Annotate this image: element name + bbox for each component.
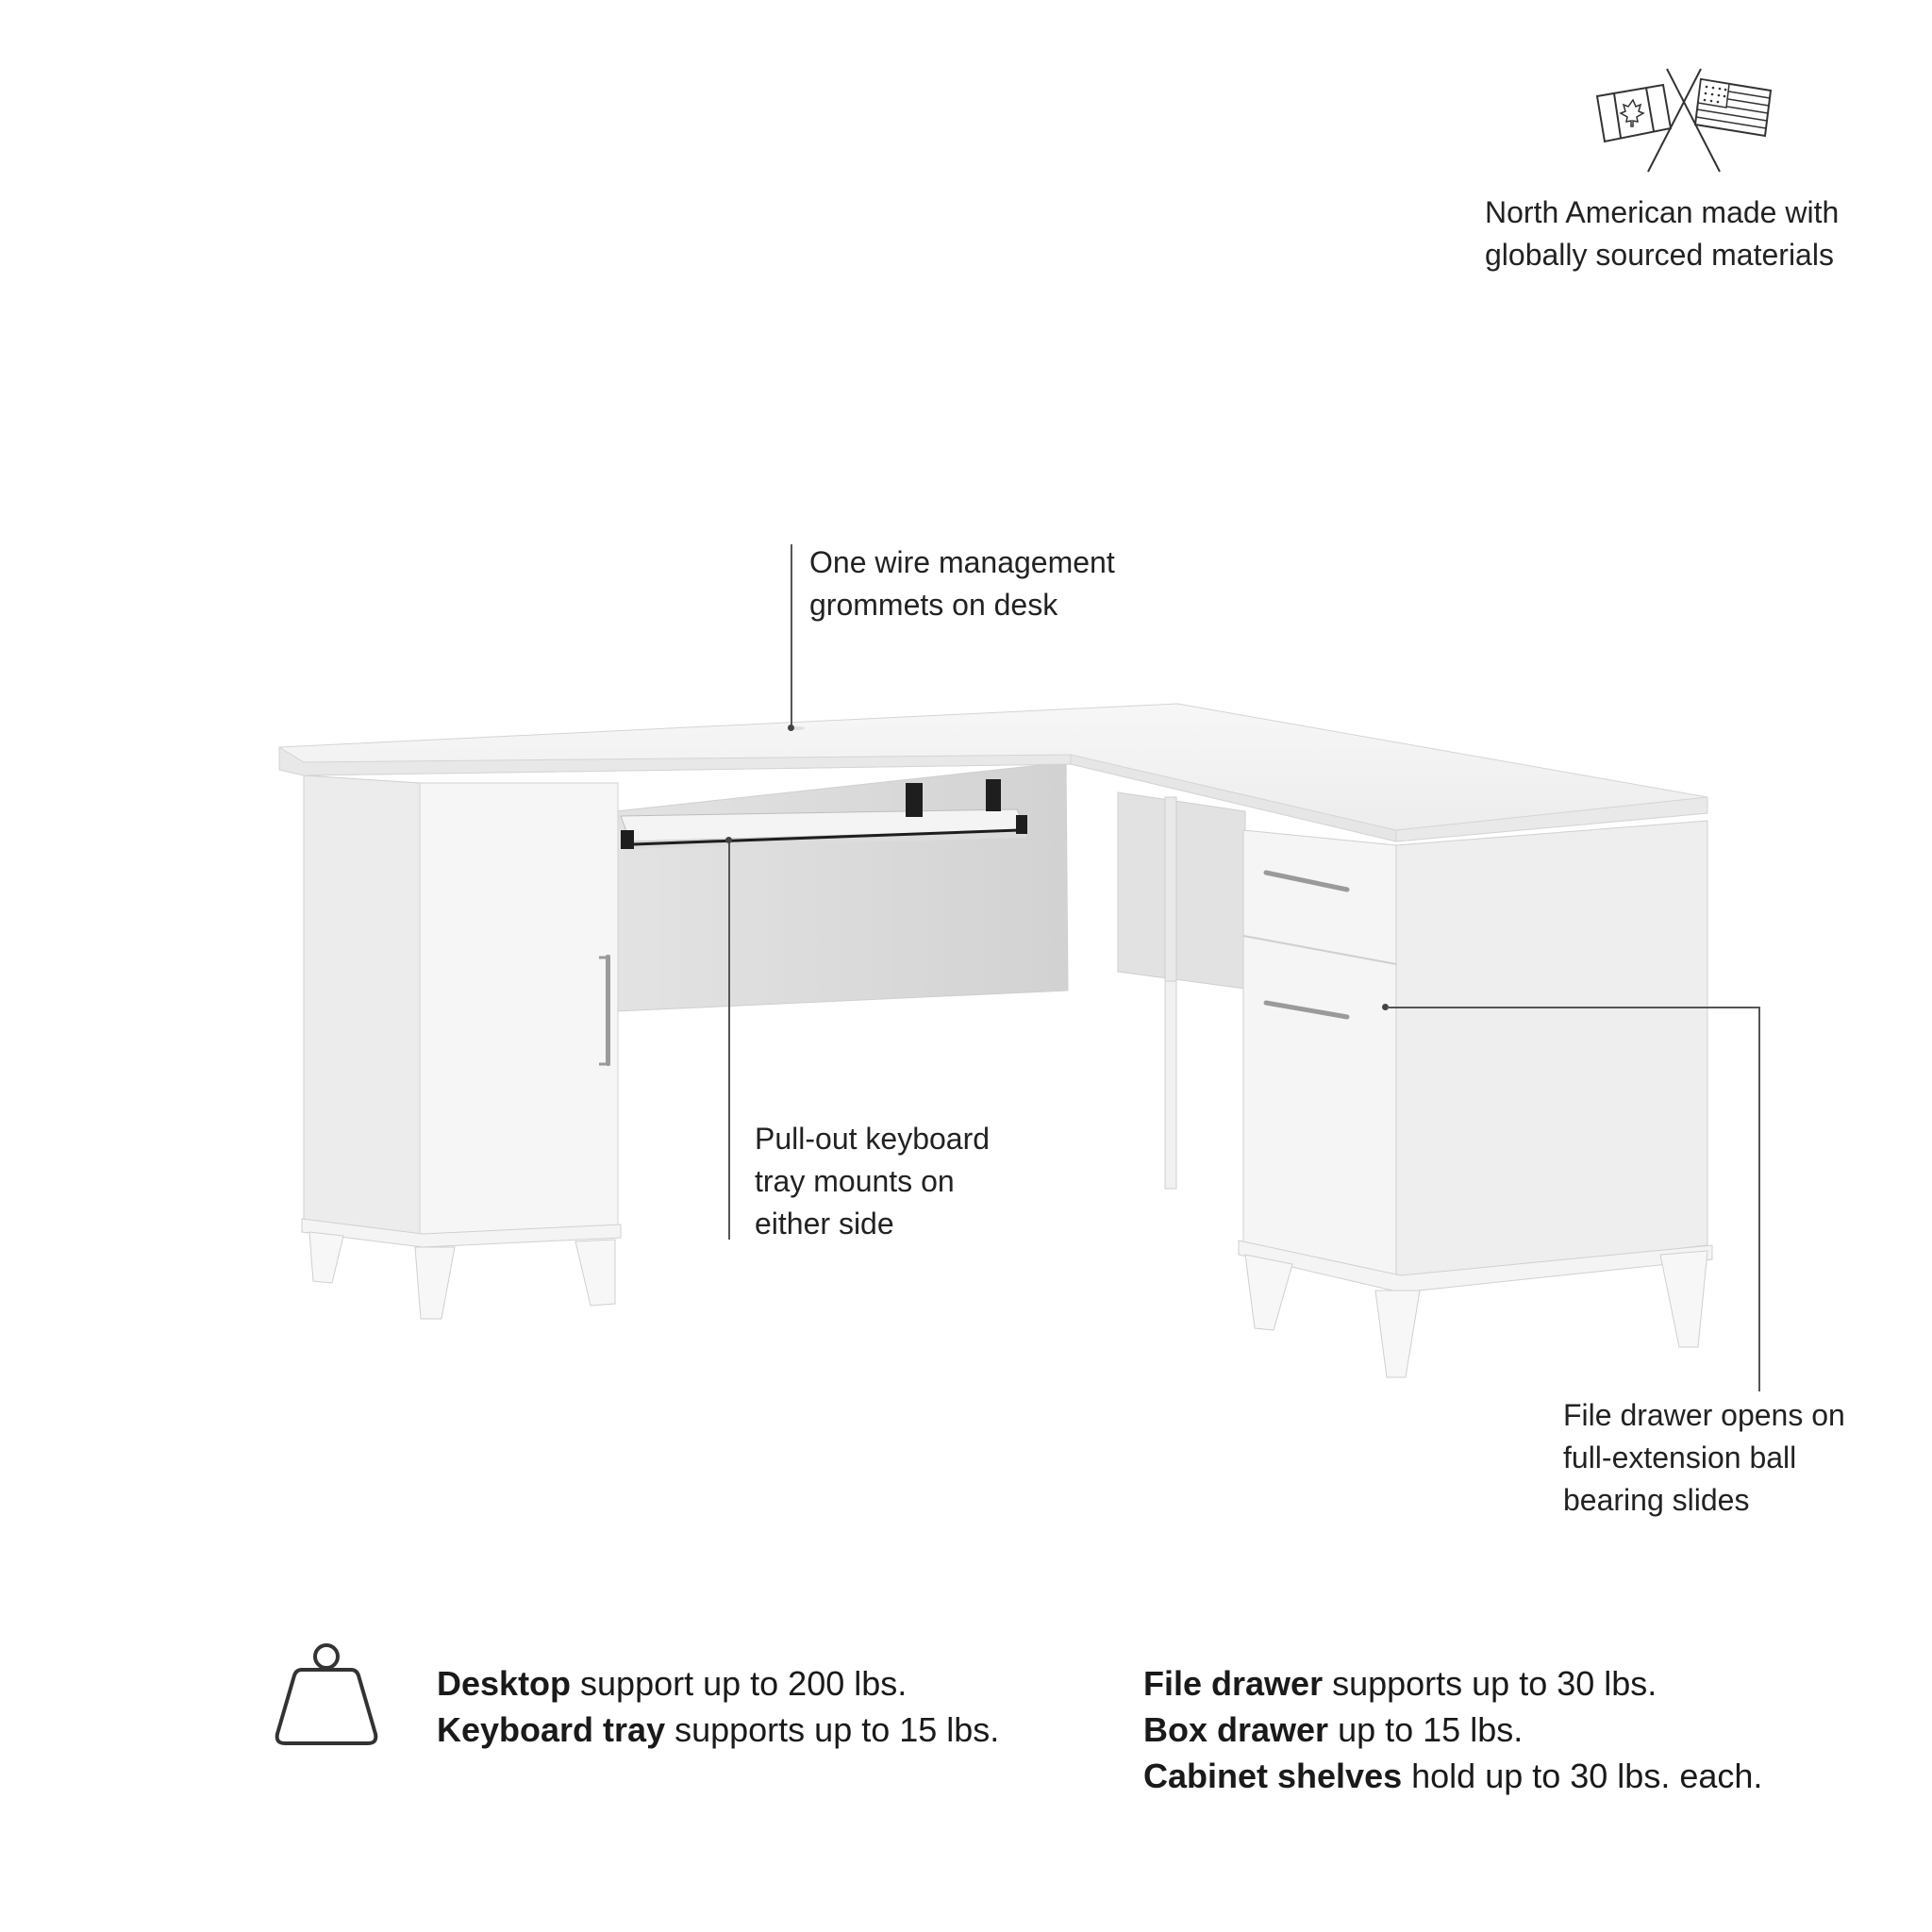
file-drawer-leader-horizontal	[1387, 1007, 1759, 1008]
file-drawer-callout	[1563, 1394, 1845, 1522]
spec-box-drawer-rest: up to 15 lbs.	[1328, 1710, 1524, 1749]
spec-keyboard-tray-bold: Keyboard tray	[437, 1710, 666, 1749]
spec-keyboard-tray	[437, 1707, 999, 1753]
spec-desktop	[437, 1660, 999, 1707]
weight-specs-left	[437, 1660, 999, 1753]
spec-keyboard-tray-rest: supports up to 15 lbs.	[665, 1710, 1000, 1749]
keyboard-tray-leader-dot	[725, 837, 732, 843]
spec-cabinet-shelves-rest: hold up to 30 lbs. each.	[1402, 1757, 1763, 1795]
l-shaped-desk-image	[264, 689, 1726, 1387]
keyboard-tray-callout-line-1: Pull-out keyboard	[755, 1122, 991, 1156]
origin-badge-line-1: North American made with	[1485, 195, 1840, 229]
grommet-leader-dot	[788, 724, 794, 731]
file-drawer-callout-line-2: full-extension ball	[1563, 1441, 1797, 1474]
grommet-callout-line-1: One wire management	[809, 545, 1115, 579]
spec-cabinet-shelves	[1143, 1753, 1762, 1799]
spec-file-drawer-bold: File drawer	[1143, 1664, 1324, 1703]
keyboard-tray-callout-line-3: either side	[755, 1207, 894, 1241]
keyboard-tray-callout	[755, 1118, 990, 1245]
spec-file-drawer-rest: supports up to 30 lbs.	[1323, 1664, 1657, 1703]
file-drawer-callout-line-3: bearing slides	[1563, 1483, 1750, 1517]
spec-box-drawer	[1143, 1707, 1762, 1753]
grommet-leader-line	[791, 544, 792, 727]
keyboard-tray-callout-line-2: tray mounts on	[755, 1164, 955, 1198]
origin-badge-text	[1485, 192, 1839, 276]
spec-box-drawer-bold: Box drawer	[1143, 1710, 1329, 1749]
origin-badge-line-2: globally sourced materials	[1485, 238, 1834, 272]
file-drawer-callout-line-1: File drawer opens on	[1563, 1398, 1845, 1432]
keyboard-tray-leader-line	[728, 840, 730, 1240]
spec-desktop-bold: Desktop	[437, 1664, 572, 1703]
spec-cabinet-shelves-bold: Cabinet shelves	[1143, 1757, 1403, 1795]
weight-icon	[274, 1643, 379, 1747]
crossed-flags-icon	[1590, 66, 1778, 175]
file-drawer-leader-vertical	[1758, 1007, 1760, 1391]
grommet-callout-line-2: grommets on desk	[809, 588, 1058, 622]
grommet-callout	[809, 541, 1115, 626]
spec-file-drawer	[1143, 1660, 1762, 1707]
weight-specs-right	[1143, 1660, 1762, 1799]
spec-desktop-rest: support up to 200 lbs.	[571, 1664, 908, 1703]
